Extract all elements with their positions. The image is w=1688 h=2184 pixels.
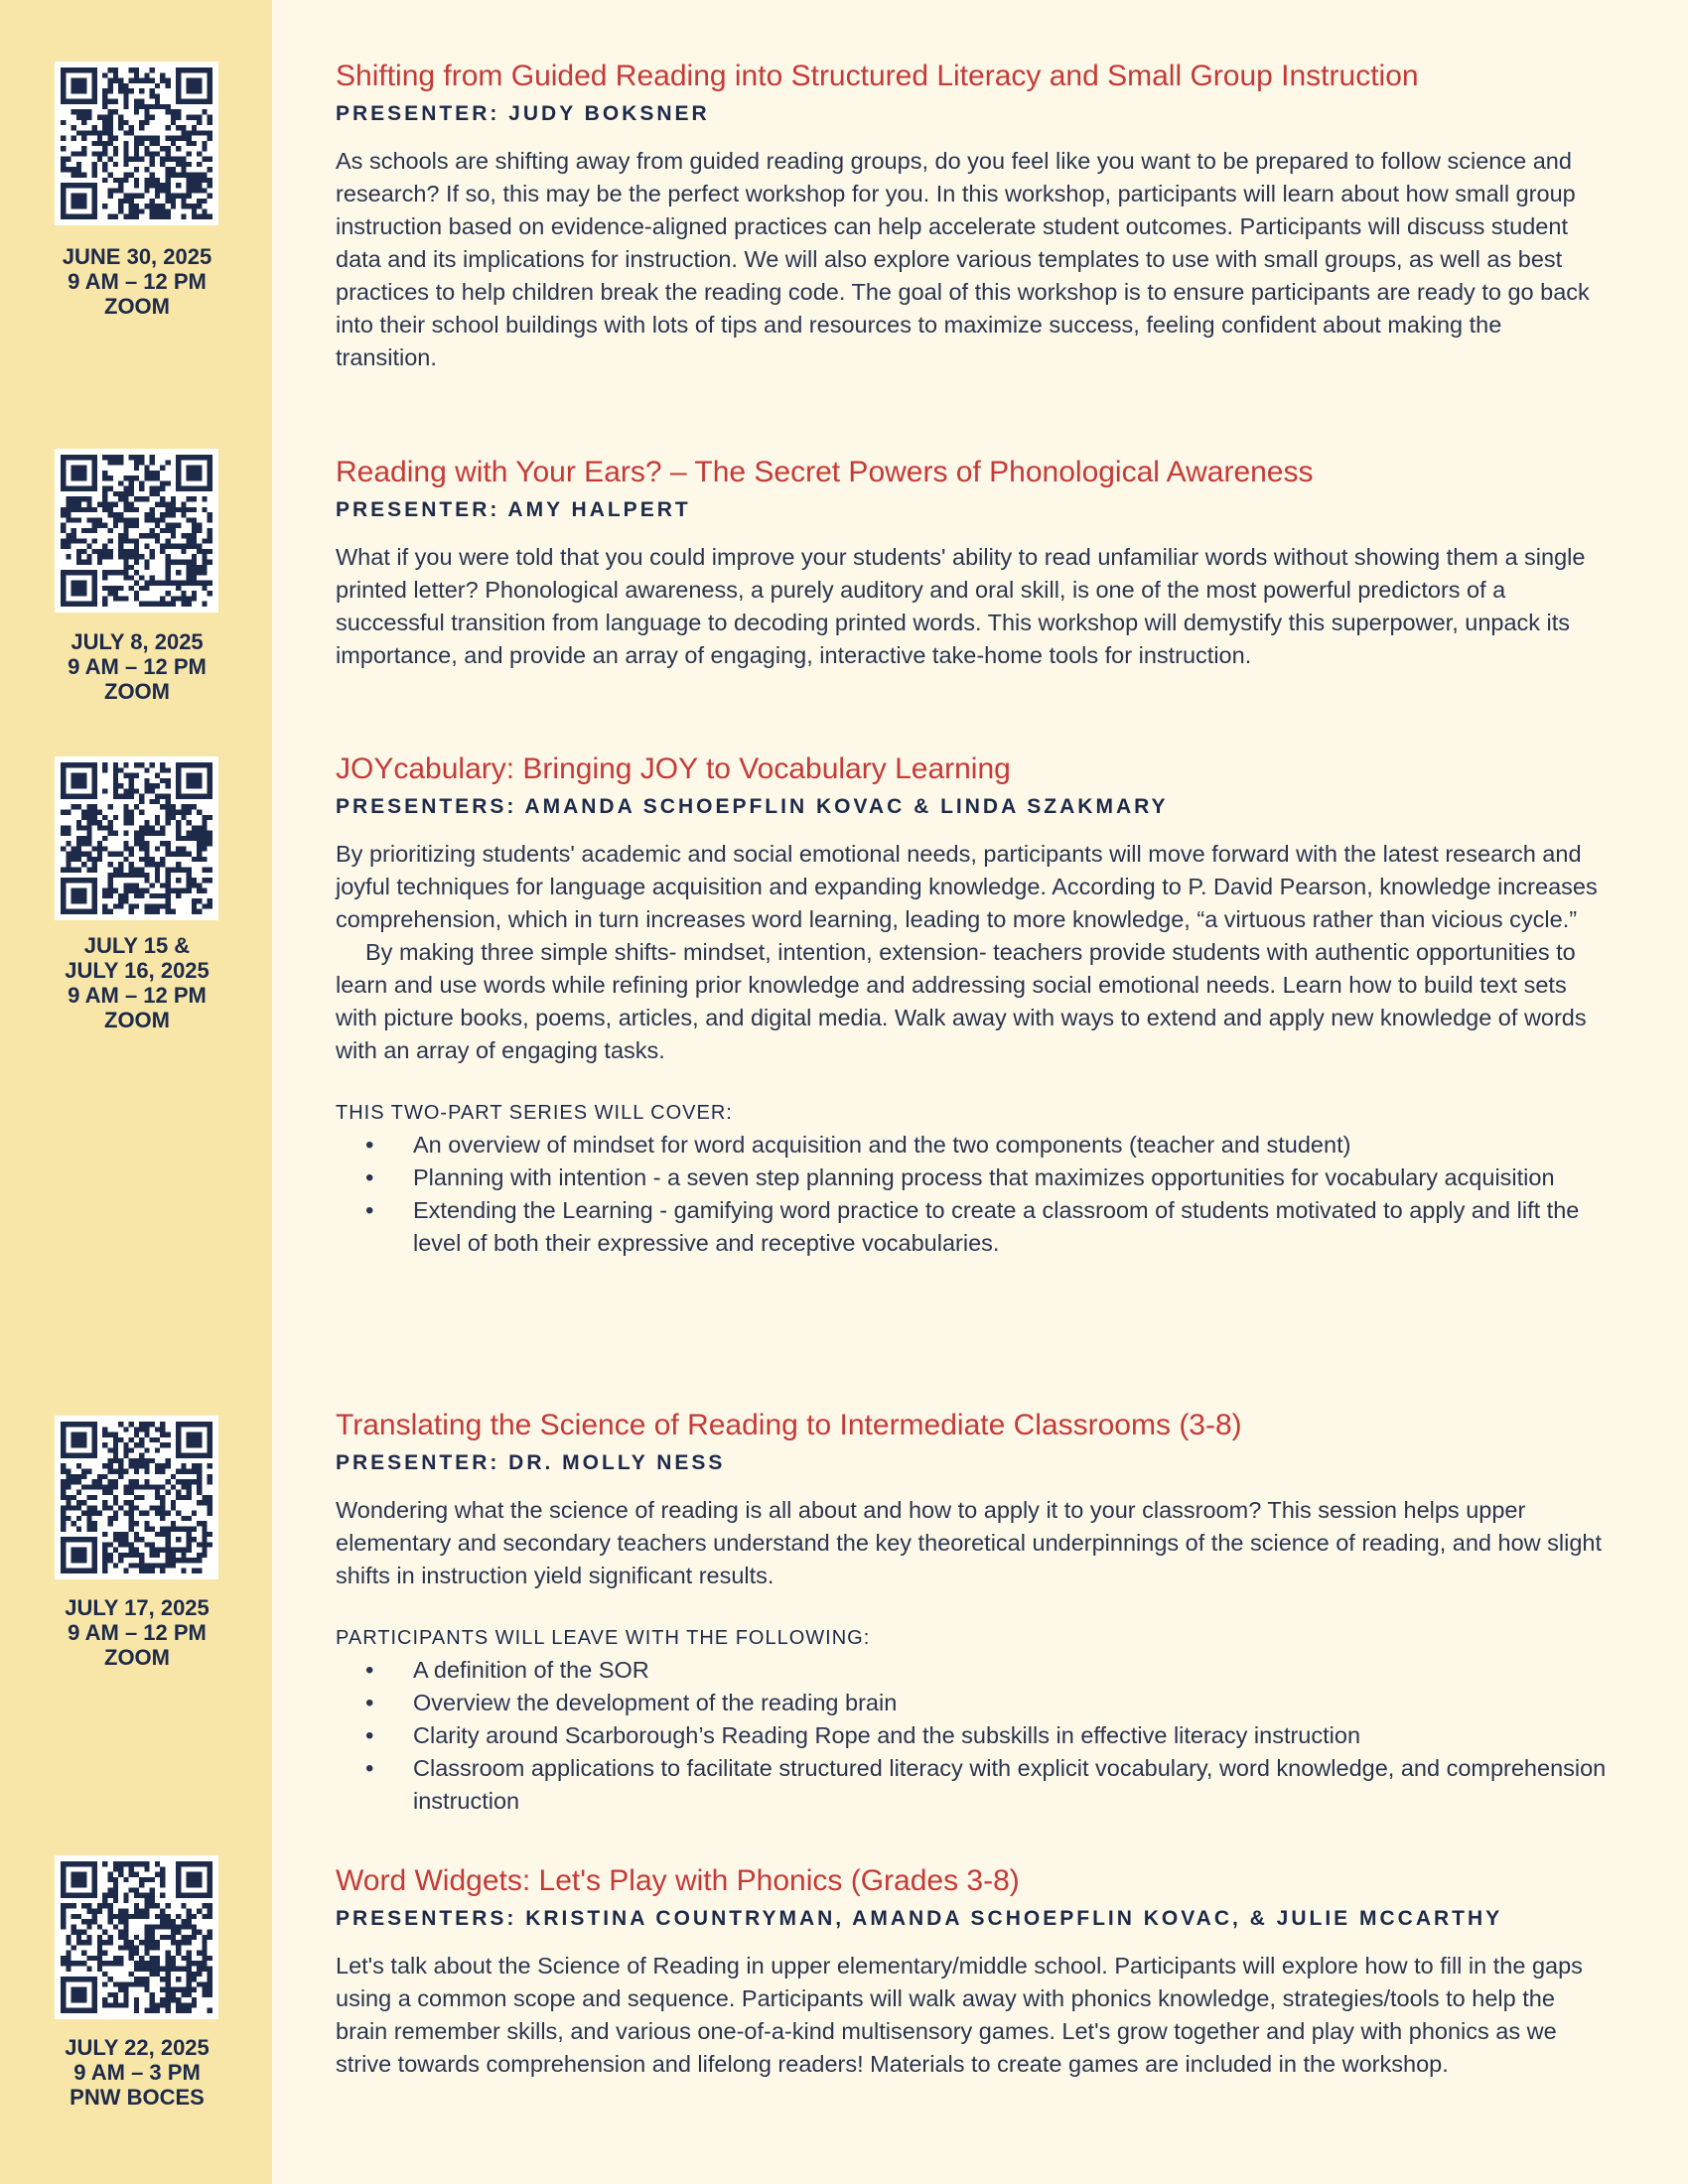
list-item: • A definition of the SOR (336, 1654, 1607, 1687)
list-item: • Overview the development of the reading brain (336, 1687, 1607, 1719)
list-item: • Planning with intention - a seven step planning process that maximizes opportunities for vocabulary acquisition (336, 1161, 1607, 1194)
workshop-entry (336, 58, 1607, 374)
workshop-entry (336, 751, 1607, 1260)
list-item: • Classroom applications to facilitate structured literacy with explicit vocabulary, word knowledge, and comprehension instruction (336, 1752, 1607, 1818)
time-line: 9 AM – 3 PM (73, 2060, 201, 2085)
location-line: PNW BOCES (70, 2085, 205, 2110)
qr-code-icon[interactable] (55, 1416, 218, 1579)
workshop-date-block (28, 2035, 246, 2110)
series-list-heading: THIS TWO-PART SERIES WILL COVER: (336, 1102, 733, 1124)
workshop-description: Let's talk about the Science of Reading in upper elementary/middle school. Participants will explore how to fill in the gaps using a common scope and sequence. Participants will walk away with phonics knowledge, strategies/tools to help the brain remember skills, and various one-of-a-kind multisensory games. Let's grow together and play with phonics as we strive towards comprehension and lifelong readers! Materials to create games are included in the workshop. (336, 1953, 1583, 2077)
time-line: 9 AM – 12 PM (68, 269, 207, 294)
location-line: ZOOM (104, 679, 170, 704)
workshop-title: Shifting from Guided Reading into Structured Literacy and Small Group Instruction (336, 60, 1419, 92)
outcomes-list (336, 1654, 1607, 1818)
date-line: JULY 8, 2025 (70, 629, 204, 654)
qr-code-graphic (61, 455, 212, 607)
workshop-presenter: PRESENTER: AMY HALPERT (336, 498, 691, 521)
qr-code-graphic (61, 1861, 212, 2013)
date-line: JULY 22, 2025 (65, 2035, 210, 2060)
series-topic-list (336, 1129, 1607, 1260)
qr-code-graphic (61, 762, 212, 914)
workshop-presenter: PRESENTERS: KRISTINA COUNTRYMAN, AMANDA SCHOEPFLIN KOVAC, & JULIE MCCARTHY (336, 1907, 1503, 1930)
workshop-description: Wondering what the science of reading is all about and how to apply it to your classroom? This session helps upper elementary and secondary teachers understand the key theoretical underpinnings of the science of reading, and how slight shifts in instruction yield significant results. (336, 1497, 1603, 1588)
workshop-date-block (28, 629, 246, 704)
workshop-title: JOYcabulary: Bringing JOY to Vocabulary Learning (336, 752, 1011, 785)
workshop-title: Word Widgets: Let's Play with Phonics (Grades 3-8) (336, 1864, 1020, 1897)
workshop-presenter: PRESENTERS: AMANDA SCHOEPFLIN KOVAC & LINDA SZAKMARY (336, 795, 1169, 818)
location-line: ZOOM (104, 294, 170, 319)
time-line: 9 AM – 12 PM (68, 1620, 207, 1645)
list-item: • An overview of mindset for word acquisition and the two components (teacher and student) (336, 1129, 1607, 1161)
qr-code-graphic (61, 1422, 212, 1573)
workshop-description: As schools are shifting away from guided reading groups, do you feel like you want to be prepared to follow science and research? If so, this may be the perfect workshop for you. In this workshop, participants will learn about how small group instruction based on evidence-aligned practices can help accelerate student outcomes. Participants will discuss student data and its implications for instruction. We will also explore various templates to use with small groups, as well as best practices to help children break the reading code. The goal of this workshop is to ensure participants are ready to go back into their school buildings with lots of tips and resources to maximize success, feeling confident about making the transition. (336, 148, 1590, 370)
location-line: ZOOM (104, 1645, 170, 1670)
workshop-entry (336, 454, 1607, 672)
qr-code-icon[interactable] (55, 449, 218, 613)
workshop-entry (336, 1407, 1607, 1818)
workshop-title: Reading with Your Ears? – The Secret Powers of Phonological Awareness (336, 456, 1314, 488)
workshop-date-block (28, 244, 246, 319)
time-line: 9 AM – 12 PM (68, 654, 207, 679)
workshop-entry (336, 1862, 1607, 2081)
date-line: JULY 16, 2025 (65, 958, 210, 983)
outcomes-list-heading: PARTICIPANTS WILL LEAVE WITH THE FOLLOWING: (336, 1627, 871, 1649)
date-line: JULY 15 & (83, 933, 191, 958)
location-line: ZOOM (104, 1008, 170, 1032)
qr-code-graphic (61, 68, 212, 219)
list-item: • Clarity around Scarborough’s Reading Rope and the subskills in effective literacy instruction (336, 1719, 1607, 1752)
qr-code-icon[interactable] (55, 62, 218, 225)
qr-code-icon[interactable] (55, 1855, 218, 2019)
workshop-presenter: PRESENTER: DR. MOLLY NESS (336, 1451, 726, 1474)
date-line: JULY 17, 2025 (65, 1595, 210, 1620)
qr-code-icon[interactable] (55, 756, 218, 920)
workshop-description-continued: By making three simple shifts- mindset, intention, extension- teachers provide students with authentic opportunities to learn and use words while refining prior knowledge and addressing social emotional needs. Learn how to build text sets with picture books, poems, articles, and digital media. Walk away with ways to extend and apply new knowledge of words with an array of engaging tasks. (336, 939, 1587, 1063)
workshop-description: What if you were told that you could improve your students' ability to read unfamiliar words without showing them a single printed letter? Phonological awareness, a purely auditory and oral skill, is one of the most powerful predictors of a successful transition from language to decoding printed words. This workshop will demystify this superpower, unpack its importance, and provide an array of engaging, interactive take-home tools for instruction. (336, 544, 1586, 668)
date-line: JUNE 30, 2025 (62, 244, 212, 269)
time-line: 9 AM – 12 PM (68, 983, 207, 1008)
list-item: • Extending the Learning - gamifying word practice to create a classroom of students motivated to apply and lift the level of both their expressive and receptive vocabularies. (336, 1194, 1607, 1260)
workshop-date-block (28, 933, 246, 1032)
workshop-title: Translating the Science of Reading to Intermediate Classrooms (3-8) (336, 1409, 1242, 1441)
workshop-description: By prioritizing students' academic and social emotional needs, participants will move forward with the latest research and joyful techniques for language acquisition and expanding knowledge. According to P. David Pearson, knowledge increases comprehension, which in turn increases word learning, leading to more knowledge, “a virtuous rather than vicious cycle.” (336, 841, 1598, 932)
workshop-presenter: PRESENTER: JUDY BOKSNER (336, 102, 710, 125)
workshop-date-block (28, 1595, 246, 1670)
